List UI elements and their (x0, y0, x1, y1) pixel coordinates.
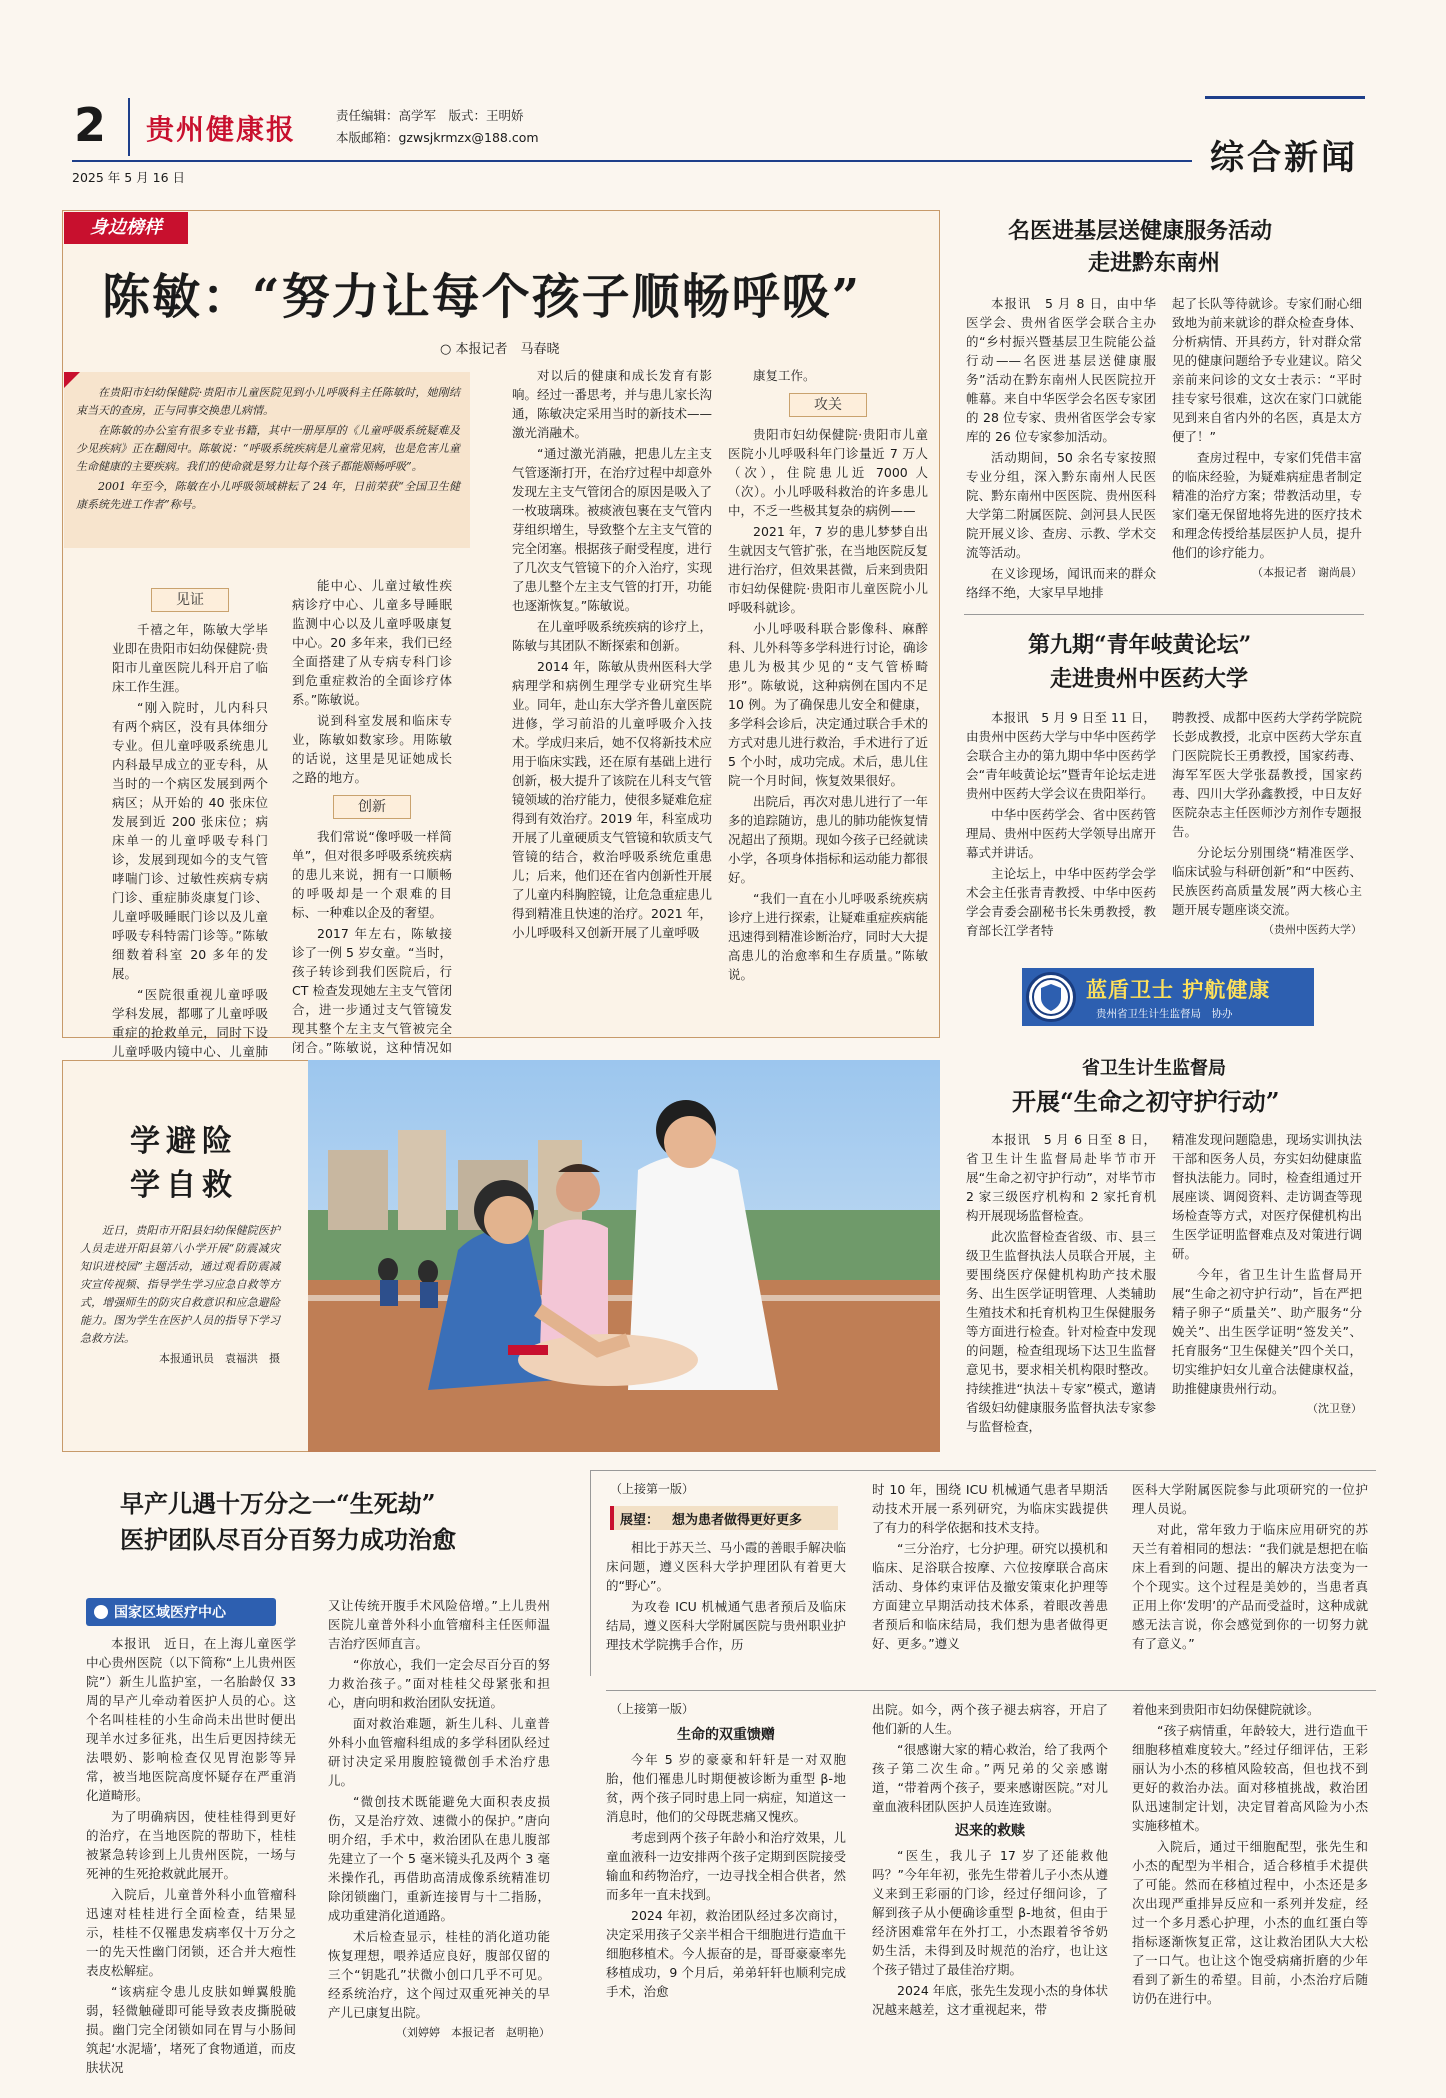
intro-corner (64, 372, 80, 388)
cont2-col2 (872, 1700, 1108, 2056)
bl-badge (86, 1598, 276, 1626)
p: 2014 年，陈敏从贵州医科大学病理学和病例生理学专业研究生毕业。同年，赴山东大学齐鲁儿童医院进修，学习前沿的儿童呼吸介入技术。学成归来后，她不仅将新技术应用于临床实践，还在原有基础上进行创新，极大提升了该院在儿科支气管镜领域的治疗能力，使很多疑难危症得到有效治疗。2019 年，科室成功开展了儿童硬质支气管镜和软质支气管镜的结合，救治呼吸系统危重患儿；后来，他们还在省内创新性开展了儿童内科胸腔镜，让危急重症患儿得到精准且快速的治疗。2021 年，小儿呼吸科又创新开展了儿童呼吸 (512, 659, 713, 940)
sub-witness: 见证 (151, 588, 229, 612)
cont1-tag-right: 想为患者做得更好更多 (672, 1513, 803, 1528)
p: “通过激光消融，把患儿左主支气管逐渐打开，在治疗过程中却意外发现左主支气管闭合的原因是吸入了一枚玻璃珠。被痰液包裹在支气管内芽组织增生，导致整个左主支气管的完全闭塞。根据孩子耐受程度，进行了几次支气管镜下的介入治疗，实现了患儿整个左主支气管的打开，功能也逐渐恢复。”陈敏说。 (512, 446, 713, 613)
p: 出院后，再次对患儿进行了一年多的追踪随访，患儿的肺功能恢复情况超出了预期。现如今孩子已经就读小学，各项身体指标和运动能力都很好。 (728, 794, 929, 885)
p: 起了长队等待就诊。专家们耐心细致地为前来就诊的群众检查身体、分析病情、开具药方，针对群众常见的健康问题给予专业建议。陪父亲前来问诊的文女士表示：“平时挂专家号很难，这次在家门口就能见到来自省内外的名医，真是太方便了！” (1172, 296, 1362, 444)
feature-col1 (112, 580, 268, 1059)
p: 出院。如今，两个孩子褪去病容，开启了他们新的人生。 (872, 1702, 1108, 1736)
photo-title-2: 学自救 (130, 1168, 238, 1203)
credit: （贵州中医药大学） (1263, 923, 1362, 936)
p: 小儿呼吸科联合影像科、麻醉科、儿外科等多学科进行讨论，确诊患儿为极其少见的“支气管桥畸形”。陈敏说，这种病例在国内不足 10 例。为了确保患儿安全和健康，多学科会诊后，决定通过联合手术的方式对患儿进行救治，手术进行了近 5 个小时，成功完成。术后，患儿住院一个月时间，恢复效果很好。 (728, 621, 929, 788)
p: 分论坛分别围绕“精准医学、临床试验与科研创新”和“中医药、民族医药高质量发展”两大核心主题开展专题座谈交流。 (1172, 845, 1362, 917)
news2-col1 (966, 708, 1156, 944)
feature-intro (64, 372, 470, 548)
news3-title: 开展“生命之初守护行动” (1012, 1087, 1280, 1116)
cont1-col3 (1132, 1480, 1368, 1670)
p: “你放心，我们一定会尽百分百的努力救治孩子。”面对桂桂父母紧张和担心，唐向明和救治团队安抚道。 (328, 1657, 550, 1710)
p: 主论坛上，中华中医药学会学术会主任张青青教授、中华中医药学会青委会副秘书长朱勇教授，教育部长江学者特 (966, 866, 1156, 938)
news1-col2 (1172, 294, 1362, 606)
p: 对此，常年致力于临床应用研究的苏天兰有着相同的想法：“我们就是想把在临床上看到的问题、提出的解决方法变为一个个现实。这个过程是美妙的，当患者真正用上你‘发明’的产品而受益时，这种成就感无法言说，你会感觉到你的一切努力就有了意义。” (1132, 1522, 1368, 1651)
news2-title-1: 第九期“青年岐黄论坛” (1028, 632, 1252, 658)
divider (964, 614, 1364, 615)
bl-col1 (86, 1634, 296, 2075)
p: 此次监督检查省级、市、县三级卫生监督执法人员联合开展，主要围绕医疗保健机构助产技术服务、出生医学证明管理、人类辅助生殖技术和托育机构卫生保健服务等方面进行检查。针对检查中发现的问题，检查组现场下达卫生监督意见书，要求相关机构限时整改。持续推进“执法＋专家”模式，邀请省级妇幼健康服务监督执法专家参与监督检查， (966, 1229, 1156, 1434)
p: “很感谢大家的精心救治，给了我两个孩子第二次生命。”两兄弟的父亲感谢道，“带着两个孩子，要来感谢医院。”对儿童血液科团队医护人员连连致谢。 (872, 1742, 1108, 1814)
p: 又让传统开腹手术风险倍增。”上儿贵州医院儿童普外科小血管瘤科主任医师温吉治疗医师直言。 (328, 1598, 550, 1651)
cont2-sub2: 迟来的救赎 (955, 1823, 1025, 1839)
p: 千禧之年，陈敏大学毕业即在贵阳市妇幼保健院·贵阳市儿童医院儿科开启了临床工作生涯。 (112, 622, 268, 694)
feature-title: 陈敏：“努力让每个孩子顺畅呼吸” (102, 269, 862, 325)
p: 本报讯 5 月 6 日至 8 日，省卫生计生监督局赴毕节市开展“生命之初守护行动”，对毕节市 2 家三级医疗机构和 2 家托育机构开展现场监督检查。 (966, 1132, 1156, 1223)
issue-date: 2025 年 5 月 16 日 (72, 170, 186, 185)
feature-col3 (512, 366, 712, 1032)
news2-title-2: 走进贵州中医药大学 (1050, 666, 1249, 692)
banner-title: 蓝盾卫士 护航健康 (1086, 977, 1271, 1002)
p: 入院后，儿童普外科小血管瘤科迅速对桂桂进行全面检查，结果显示，桂桂不仅罹患发病率仅十万分之一的先天性幽门闭锁，还合并大疱性表皮松解症。 (86, 1887, 296, 1978)
news3-kicker: 省卫生计生监督局 (1082, 1058, 1226, 1079)
p: 术后检查显示，桂桂的消化道功能恢复理想，喂养适应良好，腹部仅留的三个“钥匙孔”状微小创口几乎不可见。经系统治疗，这个闯过双重死神关的早产儿已康复出院。 (328, 1929, 550, 2020)
p: 2021 年，7 岁的患儿梦梦自出生就因支气管扩张，在当地医院反复进行治疗，但效果甚微，后来到贵阳市妇幼保健院·贵阳市儿童医院小儿呼吸科就诊。 (728, 524, 929, 615)
p: “该病症令患儿皮肤如蝉翼般脆弱，轻微触碰即可能导致表皮撕脱破损。幽门完全闭锁如同在胃与小肠间筑起‘水泥墙’，堵死了食物通道，而皮肤状况 (86, 1984, 296, 2075)
news3-col1 (966, 1130, 1156, 1452)
cont2-label: （上接第一版） (610, 1702, 695, 1716)
p: “三分治疗，七分护理。研究以摸机和临床、足浴联合按摩、六位按摩联合高床活动、身体约束评估及撤安策束化护理等方面建立早期活动技术体系，着眼改善患者预后和临床结局，我们想为患者做得更好、更多。”遵义 (872, 1541, 1108, 1651)
masthead-rule-top (1205, 96, 1365, 99)
cont1-col2 (872, 1480, 1108, 1670)
p: “刚入院时，儿内科只有两个病区，没有具体细分专业。但儿童呼吸系统患儿内科最早成立的亚专科，从当时的一个病区发展到两个病区；从开始的 40 张床位发展到近 200 张床位；病床单一的儿童呼吸专科门诊，发展到现如今的支气管哮喘门诊、过敏性疾病专病门诊、重症肺炎康复门诊、儿童呼吸睡眠门诊以及儿童呼吸专科特需门诊等。”陈敏细数着科室 20 多年的发展。 (112, 700, 268, 981)
p: 相比于苏天兰、马小霞的善眼手解决临床问题，遵义医科大学护理团队有着更大的“野心”。 (606, 1540, 846, 1593)
editor-line: 责任编辑：高学军 版式：王明娇 (336, 108, 524, 123)
intro-p1: 在贵阳市妇幼保健院·贵阳市儿童医院见到小儿呼吸科主任陈敏时，她刚结束当天的查房，正与同事交换患儿病情。 (76, 386, 460, 417)
p: 在义诊现场，闻讯而来的群众络绎不绝，大家早早地排 (966, 566, 1156, 600)
p: 2017 年左右，陈敏接诊了一例 5 岁女童。“当时，孩子转诊到我们医院后，行 CT 检查发现她左主支气管闭合，进一步通过支气管镜发现其整个左主支气管被完全闭合。”陈敏说，这种情况如 (292, 926, 452, 1055)
p: 入院后，通过干细胞配型，张先生和小杰的配型为半相合，适合移植手术提供了可能。然而在移植过程中，小杰还是多次出现严重排异反应和一系列并发症，经过一个多月悉心护理，小杰的血红蛋白等指标逐渐恢复正常，这让救治团队大大松了一口气。也让这个饱受病痛折磨的少年看到了新生的希望。目前，小杰治疗后随访仍在进行中。 (1132, 1839, 1368, 2006)
cont1-tag (610, 1506, 838, 1530)
credit: （刘婷婷 本报记者 赵明艳） (396, 2026, 550, 2039)
credit: （沈卫登） (1307, 1402, 1362, 1415)
p: 今年 5 岁的豪豪和轩轩是一对双胞胎，他们罹患儿时期便被诊断为重型 β-地贫，两个孩子同时患上同一病症，知道这一消息时，他们的父母既悲痛又愧疚。 (606, 1752, 846, 1824)
p: 2024 年初，救治团队经过多次商讨，决定采用孩子父亲半相合干细胞进行造血干细胞移植术。今人振奋的是，哥哥豪豪率先移植成功，9 个月后，弟弟轩轩也顺利完成手术，治愈 (606, 1908, 846, 1999)
p: 面对救治难题，新生儿科、儿童普外科小血管瘤科组成的多学科团队经过研讨决定采用腹腔镜微创手术治疗患儿。 (328, 1716, 550, 1788)
photo-title-1: 学避险 (130, 1124, 238, 1159)
email-line: 本版邮箱：gzwsjkrmzx@188.com (336, 130, 539, 145)
badge-label: 国家区域医疗中心 (114, 1605, 226, 1621)
bl-title-2: 医护团队尽百分百努力成功治愈 (120, 1525, 456, 1554)
page-number: 2 (74, 98, 107, 152)
news1-title-2: 走进黔东南州 (1088, 250, 1221, 276)
feature-tag: 身边榜样 (64, 212, 188, 244)
news3-col2 (1172, 1130, 1362, 1452)
paper-name: 贵州健康报 (146, 113, 297, 146)
intro-p3: 2001 年至今，陈敏在小儿呼吸领域耕耘了 24 年，日前荣获“全国卫生健康系统先进工作者”称号。 (76, 480, 460, 511)
p: 考虑到两个孩子年龄小和治疗效果，儿童血液科一边安排两个孩子定期到医院接受输血和药物治疗，一边寻找全相合供者，然而多年一直未找到。 (606, 1830, 846, 1902)
p: 时 10 年，围绕 ICU 机械通气患者早期活动技术开展一系列研究，为临床实践提供了有力的科学依据和技术支持。 (872, 1482, 1108, 1535)
p: “微创技术既能避免大面积表皮损伤，又是治疗效、速微小的保护。”唐向明介绍，手术中，救治团队在患儿腹部先建立了一个 5 毫米镜头孔及两个 3 毫米操作孔，再借助高清成像系统精准切除闭锁幽门，重新连接胃与十二指肠，成功重建消化道通路。 (328, 1794, 550, 1923)
p: 对以后的健康和成长发育有影响。经过一番思考，并与患儿家长沟通，陈敏决定采用当时的新技术——激光消融术。 (512, 368, 713, 440)
cont1-label: （上接第一版） (610, 1482, 695, 1496)
intro-p2: 在陈敏的办公室有很多专业书籍，其中一册厚厚的《儿童呼吸系统疑难及少见疾病》正在翻阅中。陈敏说：“呼吸系统疾病是儿童常见病，也是危害儿童生命健康的主要疾病。我们的使命就是努力让每个孩子都能顺畅呼吸”。 (76, 424, 460, 473)
cont2-sub1: 生命的双重馈赠 (677, 1727, 775, 1743)
p: 我们常说“像呼吸一样简单”，但对很多呼吸系统疾病的患儿来说，拥有一口顺畅的呼吸却是一个艰难的目标、一种难以企及的奢望。 (292, 829, 452, 920)
p: 聘教授、成都中医药大学药学院院长彭成教授，北京中医药大学东直门医院院长王勇教授，国家药毒、海军军医大学张磊教授，国家药毒、四川大学孙鑫教授，中日友好医院杂志主任医师沙方剂作专题报告。 (1172, 710, 1362, 839)
cont1-col1 (606, 1538, 846, 1670)
p: 2024 年底，张先生发现小杰的身体状况越来越差，这才重视起来，带 (872, 1983, 1108, 2017)
p: 康复工作。 (753, 368, 816, 383)
p: 为了明确病因，使桂桂得到更好的治疗，在当地医院的帮助下，桂桂被紧急转诊到上儿贵州医院，一场与死神的生死抢救就此展开。 (86, 1809, 296, 1881)
news1-title-1: 名医进基层送健康服务活动 (1008, 218, 1273, 244)
sub-tackle: 攻关 (789, 393, 867, 417)
news-photo (308, 1060, 940, 1452)
masthead-divider (128, 98, 130, 156)
p: 精准发现问题隐患，现场实训执法干部和医务人员，夯实妇幼健康监督执法能力。同时，检查组通过开展座谈、调阅资料、走访调查等现场检查等方式，对医疗保健机构出生医学证明监督难点及对策进行调研。 (1172, 1132, 1362, 1261)
photo-credit: 本报通讯员 袁福洪 摄 (159, 1352, 280, 1365)
p: 中华中医药学会、省中医药管理局、贵州中医药大学领导出席开幕式并讲话。 (966, 807, 1156, 860)
p: “孩子病情重，年龄较大，进行造血干细胞移植难度较大。”经过仔细评估，王彩丽认为小杰的移植风险较高，但也找不到更好的救治办法。面对移植挑战，救治团队迅速制定计划，决定冒着高风险为小杰实施移植术。 (1132, 1723, 1368, 1833)
p: 本报讯 5 月 8 日，由中华医学会、贵州省医学会联合主办的“乡村振兴暨基层卫生院能公益行动——名医进基层送健康服务”活动在黔东南州人民医院拉开帷幕。来自中华医学会名医专家团的 28 位专家、贵州省医学会专家库的 26 位专家参加活动。 (966, 296, 1156, 444)
cont1-tag-left: 展望： (620, 1513, 660, 1528)
section-title: 综合新闻 (1210, 138, 1358, 178)
p: 为攻卷 ICU 机械通气患者预后及临床结局，遵义医科大学附属医院与贵州职业护理技术学院携手合作，历 (606, 1599, 846, 1652)
p: 在儿童呼吸系统疾病的诊疗上，陈敏与其团队不断探索和创新。 (512, 619, 713, 653)
p: 今年，省卫生计生监督局开展“生命之初守护行动”，旨在严把精子卵子“质量关”、助产服务“分娩关”、出生医学证明“签发关”、托育服务“卫生保健关”四个关口，切实维护妇女儿童合法健康权益，助推健康贵州行动。 (1172, 1267, 1362, 1396)
p: 着他来到贵阳市妇幼保健院就诊。 (1132, 1702, 1320, 1717)
bl-col2 (328, 1596, 550, 2054)
p: “我们一直在小儿呼吸系统疾病诊疗上进行探索，让疑难重症疾病能迅速得到精准诊断治疗，同时大大提高患儿的治愈率和生存质量。”陈敏说。 (728, 891, 929, 982)
sub-innovate: 创新 (333, 795, 411, 819)
masthead-rule (72, 160, 1192, 162)
p: 本报讯 近日，在上海儿童医学中心贵州医院（以下简称“上儿贵州医院”）新生儿监护室，一名胎龄仅 33 周的早产儿牵动着医护人员的心。这个名叫桂桂的小生命尚未出世时便出现羊水过多征兆，出生后更因持续无法喂奶、影响检查仅见胃泡影等异常，被当地医院高度怀疑存在严重消化道畸形。 (86, 1636, 296, 1803)
cont-divider (606, 1690, 1376, 1691)
news1-col1 (966, 294, 1156, 606)
feature-col4 (728, 366, 928, 1032)
bl-title-1: 早产儿遇十万分之一“生死劫” (120, 1489, 436, 1518)
photo-caption: 近日，贵阳市开阳县妇幼保健院医护人员走进开阳县第八小学开展“防震减灾知识进校园”主题活动，通过观看防震减灾宣传视频、指导学生学习应急自救等方式，增强师生的防灾自救意识和应急避险能力。图为学生在医护人员的指导下学习急救方法。 (80, 1224, 280, 1345)
news2-col2 (1172, 708, 1362, 944)
photo-caption-box (80, 1222, 280, 1432)
feature-byline: ○ 本报记者 马春晓 (440, 342, 560, 357)
p: 说到科室发展和临床专业，陈敏如数家珍。用陈敏的话说，这里是见证她成长之路的地方。 (292, 713, 452, 785)
shield-icon (1026, 972, 1076, 1022)
badge-dot-icon (94, 1605, 108, 1619)
cont2-col3 (1132, 1700, 1368, 2056)
p: “医院很重视儿童呼吸学科发展，都哪了儿童呼吸重症的抢救单元，同时下设儿童呼吸内镜中心、儿童肺 (112, 987, 268, 1059)
cont2-col1 (606, 1720, 846, 2056)
p: 医科大学附属医院参与此项研究的一位护理人员说。 (1132, 1482, 1368, 1516)
p: 能中心、儿童过敏性疾病诊疗中心、儿童多导睡眠监测中心以及儿童呼吸康复中心。20 多年来，我们已经全面搭建了从专病专科门诊到危重症救治的全面诊疗体系。”陈敏说。 (292, 578, 452, 707)
p: “医生，我儿子 17 岁了还能救他吗？”今年年初，张先生带着儿子小杰从遵义来到王彩丽的门诊，经过仔细问诊，了解到孩子从小便确诊重型 β-地贫，但由于经济困难常年在外打工，小杰跟着爷爷奶奶生活，未得到及时规范的治疗，也让这个孩子错过了最佳治疗期。 (872, 1848, 1108, 1977)
p: 活动期间，50 余名专家按照专业分组，深入黔东南州人民医院、黔东南州中医医院、贵州医科大学第二附属医院、剑河县人民医院开展义诊、查房、示教、学术交流等活动。 (966, 450, 1156, 560)
p: 查房过程中，专家们凭借丰富的临床经验，为疑难病症患者制定精准的治疗方案；带教活动里，专家们毫无保留地将先进的医疗技术和理念传授给基层医护人员，提升他们的诊疗能力。 (1172, 450, 1362, 560)
banner-sub: 贵州省卫生计生监督局 协办 (1096, 1008, 1233, 1020)
p: 本报讯 5 月 9 日至 11 日，由贵州中医药大学与中华中医药学会联合主办的第九期中华中医药学会“青年岐黄论坛”暨青年论坛走进贵州中医药大学会议在贵阳举行。 (966, 710, 1156, 801)
feature-col2 (292, 576, 452, 1055)
banner (1022, 968, 1314, 1026)
p: 贵阳市妇幼保健院·贵阳市儿童医院小儿呼吸科年门诊量近 7 万人（次），住院患儿近 7000 人（次）。小儿呼吸科救治的许多患儿中，不乏一些极其复杂的病例—— (728, 427, 928, 518)
credit: （本报记者 谢尚晨） (1252, 566, 1362, 579)
